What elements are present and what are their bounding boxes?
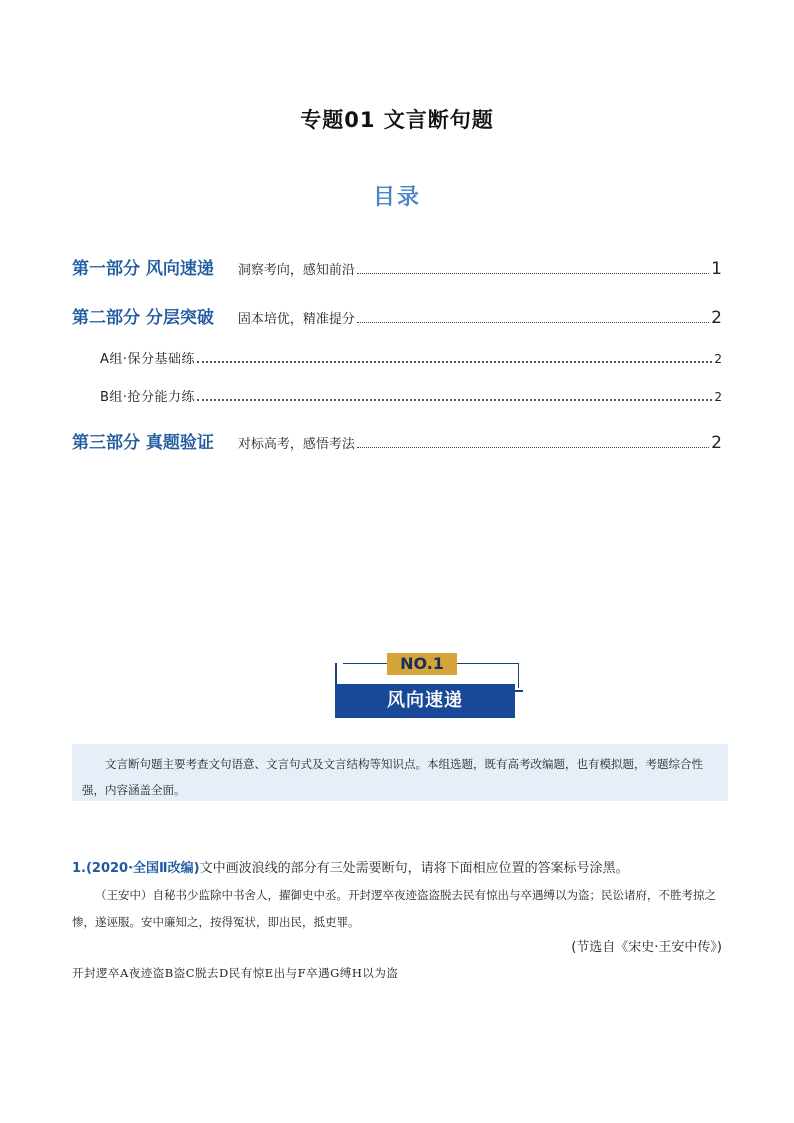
answer-options[interactable]: 开封逻卒A夜迹盗B盗C脱去D民有惊E出与F卒遇G缚H以为盗 [72, 966, 399, 980]
section-badge [325, 650, 525, 720]
toc-entry-group-b[interactable] [100, 386, 722, 406]
question-prompt: 文中画波浪线的部分有三处需要断句，请将下面相应位置的答案标号涂黑。 [199, 861, 629, 876]
question-source: (2020·全国Ⅱ改编) [85, 861, 200, 876]
toc-dot-leader [197, 361, 712, 363]
toc-entry-group-a[interactable] [100, 348, 722, 368]
section-number-tag: NO.1 [387, 653, 457, 675]
toc-heading: 目录 [372, 185, 421, 210]
section-name-banner: 风向速递 [335, 684, 515, 718]
toc-part-subtitle: 对标高考，感悟考法 [237, 437, 355, 452]
toc-part-subtitle: 固本培优，精准提分 [237, 312, 355, 327]
question-number: 1. [72, 861, 86, 876]
toc-dot-leader [357, 273, 709, 274]
toc-entry-part-1[interactable] [72, 254, 722, 279]
toc-dot-leader [357, 322, 709, 323]
question-header [72, 857, 732, 876]
toc-page-number: 2 [714, 352, 722, 366]
toc-page-number: 1 [711, 259, 722, 279]
toc-page-number: 2 [711, 433, 722, 453]
toc-group-title: B组·抢分能力练 [100, 390, 196, 405]
toc-dot-leader [357, 447, 709, 448]
page-title: 专题01 文言断句题 [300, 108, 494, 132]
toc-part-subtitle: 洞察考向，感知前沿 [237, 263, 355, 278]
section-intro [72, 744, 728, 801]
section-intro-text: 文言断句题主要考查文句语意、文言句式及文言结构等知识点。本组选题，既有高考改编题，也有模拟题，考题综合性强，内容涵盖全面。 [82, 757, 703, 797]
toc-part-title: 第一部分 风向速递 [72, 259, 214, 279]
toc-dot-leader [197, 399, 712, 401]
passage-reference: (节选自《宋史·王安中传》) [571, 940, 722, 955]
question-passage: （王安中）自秘书少监除中书舍人，擢御史中丞。开封逻卒夜迹盗盗脱去民有惊出与卒遇缚以为盗；民讼诸府，不胜考掠之惨，遂诬服。安中廉知之，按得冤状，即出民，抵吏罪。 [72, 888, 716, 929]
toc-page-number: 2 [714, 390, 722, 404]
toc-entry-part-2[interactable] [72, 303, 722, 328]
toc-entry-part-3[interactable] [72, 428, 722, 453]
toc-page-number: 2 [711, 308, 722, 328]
toc-part-title: 第三部分 真题验证 [72, 433, 214, 453]
toc-part-title: 第二部分 分层突破 [72, 308, 214, 328]
toc-group-title: A组·保分基础练 [100, 352, 196, 367]
